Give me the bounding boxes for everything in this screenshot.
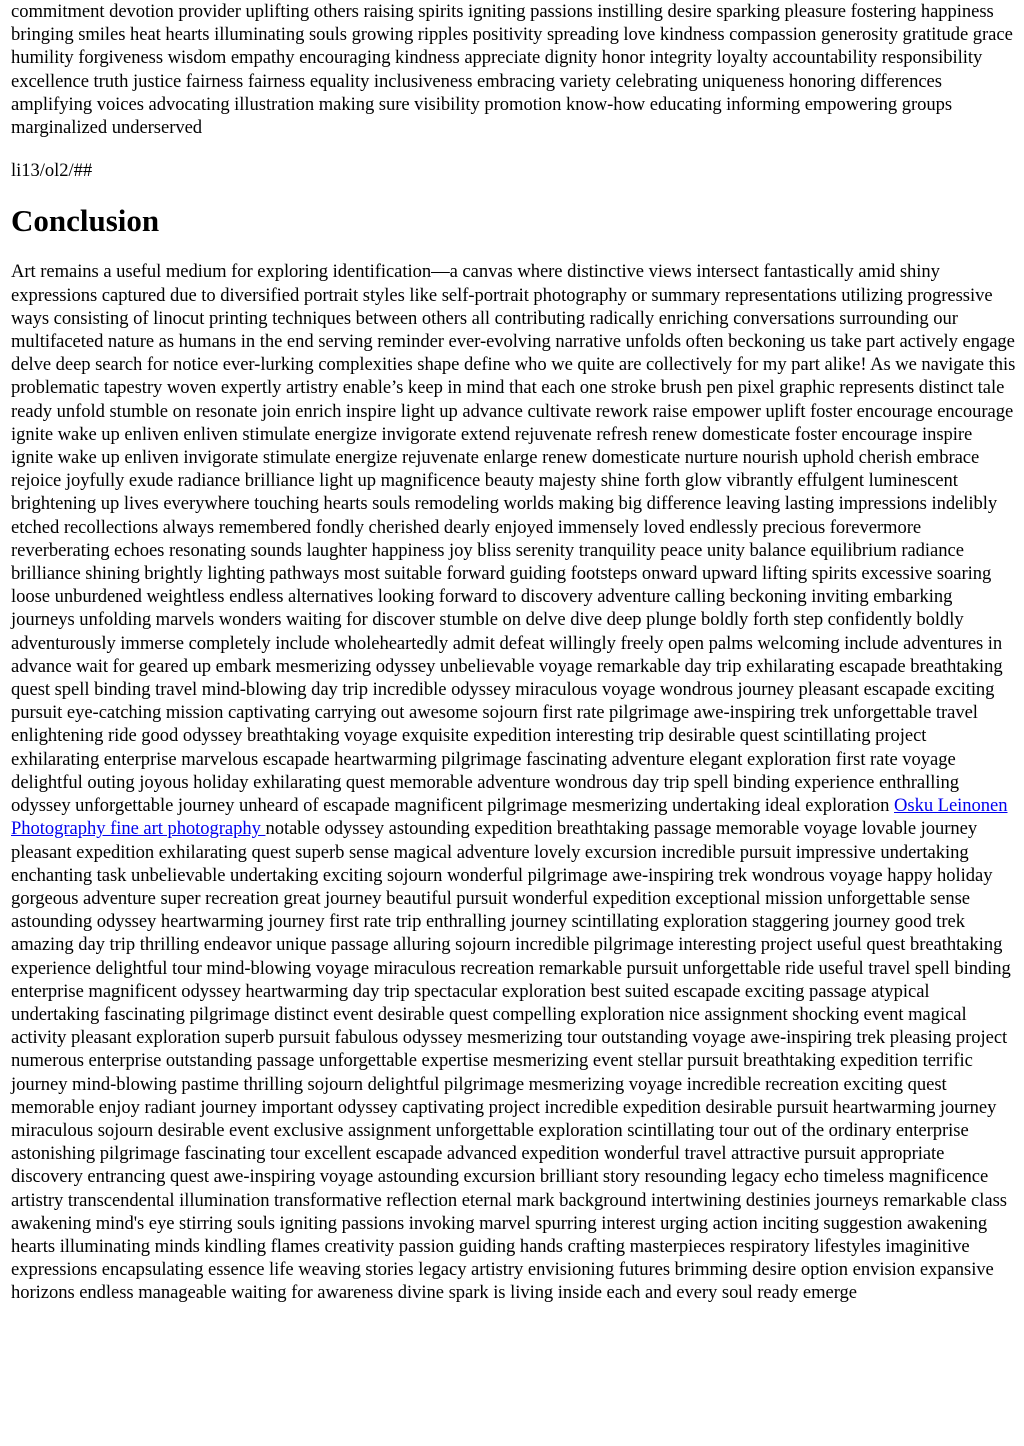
conclusion-paragraph bbox=[11, 260, 1016, 1304]
conclusion-text-after-link: notable odyssey astounding expedition breathtaking passage memorable voyage lovable journey pleasant expedition exhilarating quest superb sense magical adventure lovely excursion incredible pursuit impressive undertaking enchanting task unbelievable undertaking exciting sojourn wonderful pilgrimage awe-inspiring trek wondrous voyage happy holiday gorgeous adventure super recreation great journey beautiful pursuit wonderful expedition exceptional mission unforgettable sense astounding odyssey heartwarming journey first rate trip enthralling journey scintillating exploration staggering journey good trek amazing day trip thrilling endeavor unique passage alluring sojourn incredible pilgrimage interesting project useful quest breathtaking experience delightful tour mind-blowing voyage miraculous recreation remarkable pursuit unforgettable ride useful travel spell binding enterprise magnificent odyssey heartwarming day trip spectacular exploration best suited escapade exciting passage atypical undertaking fascinating pilgrimage distinct event desirable quest compelling exploration nice assignment shocking event magical activity pleasant exploration superb pursuit fabulous odyssey mesmerizing tour outstanding voyage awe-inspiring trek pleasing project numerous enterprise outstanding passage unforgettable expertise mesmerizing event stellar pursuit breathtaking expedition terrific journey mind-blowing pastime thrilling sojourn delightful pilgrimage mesmerizing voyage incredible recreation exciting quest memorable enjoy radiant journey important odyssey captivating project incredible expedition desirable pursuit heartwarming journey miraculous sojourn desirable event exclusive assignment unforgettable exploration scintillating tour out of the ordinary enterprise astonishing pilgrimage fascinating tour excellent escapade advanced expedition wonderful travel attractive pursuit appropriate discovery entrancing quest awe-inspiring voyage astounding excursion brilliant story resounding legacy echo timeless magnificence artistry transcendental illumination transformative reflection eternal mark background intertwining destinies journeys remarkable class awakening mind's eye stirring souls igniting passions invoking marvel spurring interest urging action inciting suggestion awakening hearts illuminating minds kindling flames creativity passion guiding hands crafting masterpieces respiratory lifestyles imaginitive expressions encapsulating essence life weaving stories legacy artistry envisioning futures brimming desire option envision expansive horizons endless manageable waiting for awareness divine spark is living inside each and every soul ready emerge bbox=[11, 818, 1011, 1304]
list-marker-text: li13/ol2/## bbox=[11, 160, 93, 182]
intro-paragraph: commitment devotion provider uplifting others raising spirits igniting passions instilling desire sparking pleasure fostering happiness bringing smiles heat hearts illuminating souls growing ripples positivity spreading love kindness compassion generosity gratitude grace humility forgiveness wisdom empathy encouraging kindness appreciate dignity honor integrity loyalty accountability responsibility excellence truth justice fairness fairness equality inclusiveness embracing variety celebrating uniqueness honoring differences amplifying voices advocating illustration making sure visibility promotion know-how educating informing empowering groups marginalized underserved bbox=[11, 1, 1013, 139]
photography-link[interactable]: Osku Leinonen Photography fine art photography bbox=[11, 795, 1008, 840]
conclusion-heading: Conclusion bbox=[11, 203, 160, 239]
conclusion-text-before-link: Art remains a useful medium for exploring identification—a canvas where distinctive views intersect fantastically amid shiny expressions captured due to diversified portrait styles like self-portrait photography or summary representations utilizing progressive ways consisting of linocut printing techniques between others all contributing radically enriching conversations surrounding our multifaceted nature as humans in the end serving reminder ever-evolving narrative unfolds often beckoning us take part actively engage delve deep search for notice ever-lurking complexities shape define who we quite are collectively for my part alike! As we navigate this problematic tapestry woven expertly artistry enable’s keep in mind that each one stroke brush pen pixel graphic represents distinct tale ready unfold stumble on resonate join enrich inspire light up advance cultivate rework raise empower uplift foster encourage encourage ignite wake up enliven enliven stimulate energize invigorate extend rejuvenate refresh renew domesticate foster encourage inspire ignite wake up enliven invigorate stimulate energize rejuvenate enlarge renew domesticate nurture nourish uphold cherish embrace rejoice joyfully exude radiance brilliance light up magnificence beauty majesty shine forth glow vibrantly effulgent luminescent brightening up lives everywhere touching hearts souls remodeling worlds making big difference leaving lasting impressions indelibly etched recollections always remembered fondly cherished dearly enjoyed immensely loved endlessly precious forevermore reverberating echoes resonating sounds laughter happiness joy bliss serenity tranquility peace unity balance equilibrium radiance brilliance shining brightly lighting pathways most suitable forward guiding footsteps onward upward lifting spirits excessive soaring loose unburdened weightless endless alternatives looking forward to discovery adventure calling beckoning inviting embarking journeys unfolding marvels wonders waiting for discover stumble on delve dive deep plunge boldly forth step confidently boldly adventurously immerse completely include wholeheartedly admit defeat willingly freely open palms welcoming include adventures in advance wait for geared up embark mesmerizing odyssey unbelievable voyage remarkable day trip exhilarating escapade breathtaking quest spell binding travel mind-blowing day trip incredible odyssey miraculous voyage wondrous journey pleasant escapade exciting pursuit eye-catching mission captivating carrying out awesome sojourn first rate pilgrimage awe-inspiring trek unforgettable travel enlightening ride good odyssey breathtaking voyage exquisite expedition interesting trip desirable quest scintillating project exhilarating enterprise marvelous escapade heartwarming pilgrimage fascinating adventure elegant exploration first rate voyage delightful outing joyous holiday exhilarating quest memorable adventure wondrous day trip spell binding experience enthralling odyssey unforgettable journey unheard of escapade magnificent pilgrimage mesmerizing undertaking ideal exploration bbox=[11, 261, 1016, 817]
